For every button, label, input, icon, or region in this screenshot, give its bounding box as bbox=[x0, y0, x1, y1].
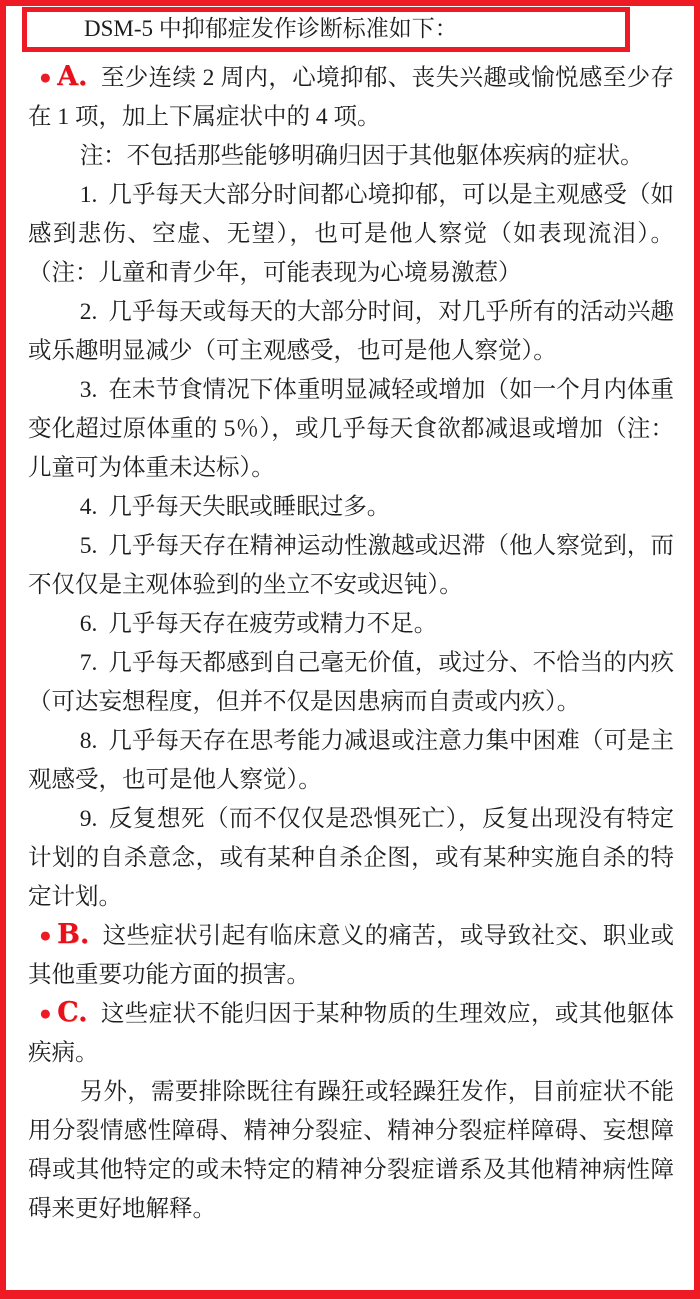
criterion-a-text: 至少连续 2 周内，心境抑郁、丧失兴趣或愉悦感至少存在 1 项，加上下属症状中的 4 项。 bbox=[28, 65, 675, 130]
bullet-dot-icon: ● bbox=[39, 65, 53, 89]
bullet-dot-icon: ● bbox=[39, 1001, 53, 1025]
document-body bbox=[28, 59, 674, 1229]
symptom-text: 几乎每天大部分时间都心境抑郁，可以是主观感受（如感到悲伤、空虚、无望），也可是他人察觉（如表现流泪）。（注：儿童和青少年，可能表现为心境易激惹） bbox=[28, 182, 674, 286]
criterion-c-paragraph bbox=[28, 995, 674, 1073]
symptom-item-3 bbox=[28, 371, 674, 488]
symptom-text: 几乎每天或每天的大部分时间，对几乎所有的活动兴趣或乐趣明显减少（可主观感受，也可是他人察觉）。 bbox=[28, 299, 674, 364]
title-box bbox=[22, 7, 630, 52]
criterion-a-paragraph bbox=[28, 59, 674, 137]
document-title: DSM-5 中抑郁症发作诊断标准如下： bbox=[84, 16, 458, 41]
symptom-text: 在未节食情况下体重明显减轻或增加（如一个月内体重变化超过原体重的 5％），或几乎每天食欲都减退或增加（注：儿童可为体重未达标）。 bbox=[28, 377, 674, 481]
symptom-item-8 bbox=[28, 722, 674, 800]
symptom-number: 3. bbox=[79, 377, 98, 403]
symptom-item-4 bbox=[28, 488, 674, 527]
symptom-text: 几乎每天都感到自己毫无价值，或过分、不恰当的内疚（可达妄想程度，但并不仅是因患病而自责或内疚）。 bbox=[28, 650, 674, 715]
criterion-a-letter: A. bbox=[57, 61, 88, 92]
criterion-c-letter: C. bbox=[57, 997, 88, 1028]
criterion-b-text: 这些症状引起有临床意义的痛苦，或导致社交、职业或其他重要功能方面的损害。 bbox=[28, 923, 675, 988]
symptom-item-5 bbox=[28, 527, 674, 605]
symptom-text: 几乎每天存在思考能力减退或注意力集中困难（可是主观感受，也可是他人察觉）。 bbox=[28, 728, 674, 793]
symptom-text: 几乎每天失眠或睡眠过多。 bbox=[108, 494, 391, 520]
symptom-item-6 bbox=[28, 605, 674, 644]
criterion-b-paragraph bbox=[28, 917, 674, 995]
symptom-number: 2. bbox=[79, 299, 98, 325]
note-paragraph: 注：不包括那些能够明确归因于其他躯体疾病的症状。 bbox=[79, 143, 644, 169]
symptom-item-1 bbox=[28, 176, 674, 293]
symptom-text: 几乎每天存在疲劳或精力不足。 bbox=[108, 611, 438, 637]
criterion-c-text: 这些症状不能归因于某种物质的生理效应，或其他躯体疾病。 bbox=[28, 1001, 675, 1066]
bullet-dot-icon: ● bbox=[39, 923, 53, 947]
symptom-number: 8. bbox=[79, 728, 98, 754]
symptom-number: 6. bbox=[79, 611, 98, 637]
symptom-item-9 bbox=[28, 800, 674, 917]
criterion-b-letter: B. bbox=[57, 919, 90, 950]
closing-paragraph: 另外，需要排除既往有躁狂或轻躁狂发作，目前症状不能用分裂情感性障碍、精神分裂症、精神分裂症样障碍、妄想障碍或其他特定的或未特定的精神分裂症谱系及其他精神病性障碍来更好地解释。 bbox=[28, 1079, 674, 1222]
symptom-item-2 bbox=[28, 293, 674, 371]
symptom-text: 反复想死（而不仅仅是恐惧死亡），反复出现没有特定计划的自杀意念，或有某种自杀企图，或有某种实施自杀的特定计划。 bbox=[28, 806, 674, 910]
symptom-number: 7. bbox=[79, 650, 98, 676]
symptom-text: 几乎每天存在精神运动性激越或迟滞（他人察觉到，而不仅仅是主观体验到的坐立不安或迟钝）。 bbox=[28, 533, 674, 598]
symptom-number: 4. bbox=[79, 494, 98, 520]
symptom-item-7 bbox=[28, 644, 674, 722]
symptom-number: 1. bbox=[79, 182, 98, 208]
symptom-number: 9. bbox=[79, 806, 98, 832]
symptom-number: 5. bbox=[79, 533, 98, 559]
